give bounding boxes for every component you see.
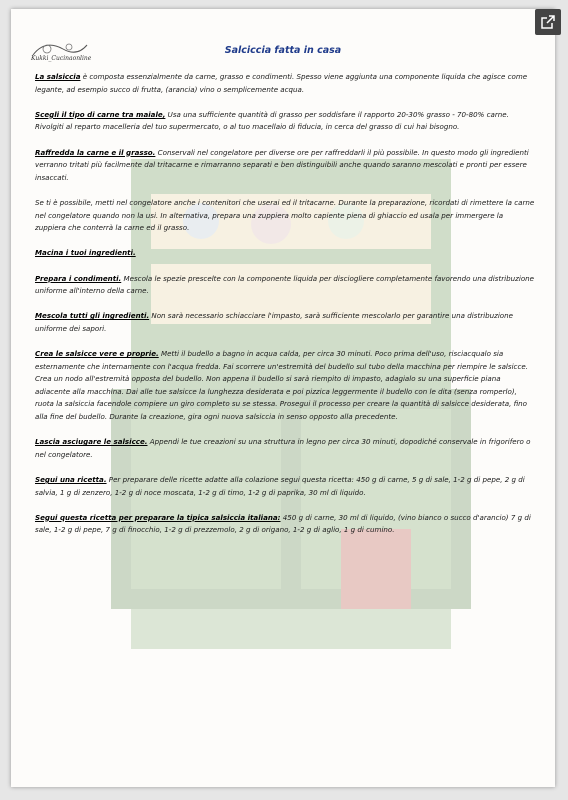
paragraph-text: 450 g di carne, 30 ml di liquido, (vino bianco o succo d'arancio) 7 g di sale, 1-2 g di pepe, 7 g di finocchio, 1-2 g di prezzemolo, 2 g di origano, 1-2 g di aglio, 1 g di cumino. [35, 512, 531, 535]
paragraph-asciugare [35, 436, 535, 461]
paragraph-lead: Mescola tutti gli ingredienti. [35, 311, 150, 321]
paragraph-crea [35, 348, 535, 424]
paragraph-scegli [35, 109, 535, 134]
paragraph-congelatore [35, 197, 535, 235]
logo-text: Kukki_Cucinaonline [31, 55, 92, 62]
open-in-new-icon [541, 15, 555, 29]
paragraph-text: Usa una sufficiente quantità di grasso per soddisfare il rapporto 20-30% grasso - 70-80% carne. Rivolgiti al reparto macelleria del tuo supermercato, o al tuo macellaio di fiducia, in cerca del grasso di cui hai bisogno. [35, 109, 509, 132]
paragraph-condimenti [35, 273, 535, 298]
document-page [11, 9, 555, 787]
paragraph-text: Se ti è possibile, metti nel congelatore anche i contenitori che userai ed il tritacarne. Durante la preparazione, ricordati di rimettere la carne nel congelatore quando non la usi. In alternativa, prepara una zuppiera molto capiente piena di ghiaccio ed usala per immergere la zuppiera che conterrà la carne ed il grasso. [35, 197, 535, 233]
paragraph-macina [35, 247, 535, 260]
paragraph-text: Mescola le spezie prescelte con la componente liquida per disciogliere completamente favorendo una distribuzione uniforme all'interno della carne. [35, 273, 535, 296]
document-body [35, 71, 535, 550]
paragraph-lead: Raffredda la carne e il grasso. [35, 147, 156, 157]
paragraph-lead: Segui una ricetta. [35, 475, 107, 484]
paragraph-text: Conservali nel congelatore per diverse ore per raffreddarli il più possibile. In questo modo gli ingredienti verranno tritati più facilmente dal tritacarne e rimarranno separati e ben distinguibili anche quando saranno mescolati e pronti per essere insaccati. [35, 147, 529, 182]
open-in-new-button[interactable] [535, 9, 561, 35]
paragraph-lead: Lascia asciugare le salsicce. [35, 437, 148, 447]
paragraph-ricetta-italiana [35, 512, 535, 537]
paragraph-text: è composta essenzialmente da carne, grasso e condimenti. Spesso viene aggiunta una componente liquida che agisce come legante, ad esempio succo di frutta, (arancia) vino o semplicemente acqua. [35, 72, 528, 94]
paragraph-text: Per preparare delle ricette adatte alla colazione segui questa ricetta: 450 g di carne, 5 g di sale, 1-2 g di pepe, 2 g di salvia, 1 g di zenzero, 1-2 g di noce moscata, 1-2 g di timo, 1-2 g di paprika, 30 ml di liquido. [35, 475, 525, 497]
paragraph-mescola [35, 310, 535, 335]
paragraph-lead: La salsiccia [35, 72, 81, 81]
paragraph-raffredda [35, 147, 535, 185]
paragraph-lead: Prepara i condimenti. [35, 273, 122, 283]
paragraph-ricetta-colazione [35, 474, 535, 499]
paragraph-lead: Macina i tuoi ingredienti. [35, 248, 136, 258]
paragraph-lead: Crea le salsicce vere e proprie. [35, 349, 159, 359]
paragraph-text: Appendi le tue creazioni su una struttura in legno per circa 30 minuti, dopodiché conservale in frigorifero o nel congelatore. [35, 437, 531, 459]
paragraph-text: Non sarà necessario schiacciare l'impasto, sarà sufficiente mescolarlo per garantire una distribuzione uniforme dei sapori. [35, 311, 514, 333]
document-title: Salciccia fatta in casa [224, 45, 342, 56]
paragraph-salsiccia [35, 71, 535, 96]
paragraph-lead: Segui questa ricetta per preparare la tipica salsiccia italiana: [35, 512, 281, 522]
paragraph-text: Metti il budello a bagno in acqua calda, per circa 30 minuti. Poco prima dell'uso, risciacqualo sia esternamente che internamente con l'acqua fredda. Fai scorrere un'estremità del budello sul tubo della macchina per riempire le salsicce. Crea un nodo all'estremità opposta del budello. Non appena il budello si sarà riempito di impasto, adagialo su una superficie piana adiacente alla macchina. Dai alle tue salsicce la lunghezza desiderata e poi pizzica leggermente il budello con le dita (senza romperlo), ruota la salsiccia facendole compiere un giro completo su se stessa. Prosegui il processo per creare la quantità di salsicce desiderata, fino alla fine del budello. Durante la creazione, gira ogni nuova salsiccia in senso opposto alla precedente. [35, 349, 528, 422]
paragraph-lead: Scegli il tipo di carne tra maiale, [35, 109, 166, 119]
